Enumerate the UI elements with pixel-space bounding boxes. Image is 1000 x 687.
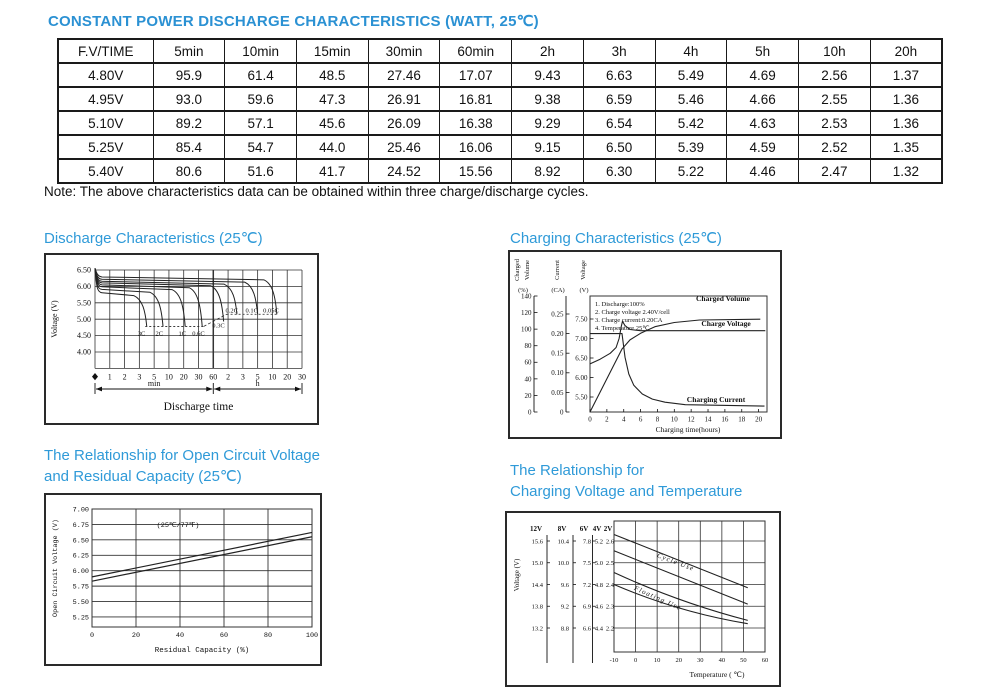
x-tick-label: 10 bbox=[653, 657, 661, 664]
temp-title-line2: Charging Voltage and Temperature bbox=[510, 483, 743, 500]
y-tick-label: 4.6 bbox=[594, 603, 603, 611]
x-tick-label: 60 bbox=[219, 632, 229, 640]
y-tick-label: 140 bbox=[521, 292, 532, 301]
value-cell: 1.36 bbox=[870, 111, 942, 135]
x-tick-label: 30 bbox=[194, 372, 203, 382]
unit-label: min bbox=[147, 379, 161, 388]
x-tick-label: 60 bbox=[761, 657, 769, 664]
ocv-line bbox=[92, 537, 312, 581]
y-tick-label: 6.00 bbox=[575, 373, 588, 382]
x-tick-label: 50 bbox=[740, 657, 747, 664]
band-label: Cycle Use bbox=[655, 551, 696, 573]
col-header: 3h bbox=[583, 39, 655, 63]
discharge-chart-title: Discharge Characteristics (25℃) bbox=[44, 230, 263, 247]
x-tick-label: 10 bbox=[670, 415, 678, 424]
scale-name: 2V bbox=[603, 525, 613, 533]
value-cell: 6.30 bbox=[583, 159, 655, 183]
value-cell: 24.52 bbox=[368, 159, 440, 183]
y-tick-label: 6.00 bbox=[77, 282, 91, 291]
band-label: Floating Use bbox=[632, 584, 683, 613]
charging-chart-title: Charging Characteristics (25℃) bbox=[510, 230, 722, 247]
value-cell: 15.56 bbox=[440, 159, 512, 183]
y-tick-label: 10.4 bbox=[557, 538, 569, 546]
scale-name: 8V bbox=[557, 525, 567, 533]
col-header: 5min bbox=[153, 39, 225, 63]
y-tick-label: 0.05 bbox=[551, 388, 564, 397]
x-tick-label: 2 bbox=[605, 415, 609, 424]
value-cell: 1.32 bbox=[870, 159, 942, 183]
value-cell: 1.37 bbox=[870, 63, 942, 87]
value-cell: 2.52 bbox=[798, 135, 870, 159]
y-tick-label: 0 bbox=[560, 408, 564, 417]
y-tick-label: 100 bbox=[521, 325, 532, 334]
curve-label: 0.6C bbox=[192, 330, 205, 338]
curve-label: 3C bbox=[137, 330, 146, 338]
x-tick-label: 40 bbox=[175, 632, 185, 640]
col-header: 60min bbox=[440, 39, 512, 63]
value-cell: 9.15 bbox=[512, 135, 584, 159]
value-cell: 59.6 bbox=[225, 87, 297, 111]
table-row bbox=[58, 135, 942, 159]
y-axis-title: Voltage (V) bbox=[513, 558, 521, 592]
scale-name: 4V bbox=[592, 525, 602, 533]
table-row bbox=[58, 63, 942, 87]
annotation: (25℃/77℉) bbox=[156, 522, 200, 530]
row-header: 4.95V bbox=[58, 87, 153, 111]
value-cell: 6.50 bbox=[583, 135, 655, 159]
value-cell: 41.7 bbox=[296, 159, 368, 183]
x-tick-label: 0 bbox=[89, 632, 95, 640]
axis-unit: (V) bbox=[579, 287, 589, 294]
y-tick-label: 15.6 bbox=[531, 538, 543, 546]
discharge-chart-box bbox=[44, 253, 319, 425]
curve-label: 0.1C bbox=[245, 307, 258, 315]
y-tick-label: 6.50 bbox=[575, 354, 588, 363]
y-tick-label: 40 bbox=[524, 375, 532, 384]
curve-label: Charge Voltage bbox=[701, 319, 751, 328]
x-tick-label: 10 bbox=[268, 372, 277, 382]
x-axis-title: Temperature ( ℃) bbox=[689, 670, 745, 679]
condition-note: 4. Temperature 25℃ bbox=[595, 325, 650, 332]
value-cell: 5.42 bbox=[655, 111, 727, 135]
y-tick-label: 20 bbox=[524, 391, 532, 400]
arrowhead bbox=[206, 387, 212, 392]
power-table-head bbox=[58, 39, 942, 63]
y-tick-label: 7.8 bbox=[582, 538, 591, 546]
x-tick-label: 100 bbox=[305, 632, 319, 640]
power-table-body bbox=[58, 63, 942, 183]
y-tick-label: 8.8 bbox=[560, 625, 569, 633]
curve-label: 0.2C bbox=[225, 307, 239, 315]
y-tick-label: 6.50 bbox=[77, 265, 91, 275]
y-tick-label: 14.4 bbox=[531, 581, 543, 589]
value-cell: 6.63 bbox=[583, 63, 655, 87]
x-tick-label: 3 bbox=[240, 372, 245, 382]
y-tick-label: 4.4 bbox=[594, 625, 603, 633]
value-cell: 4.59 bbox=[727, 135, 799, 159]
value-cell: 9.38 bbox=[512, 87, 584, 111]
value-cell: 8.92 bbox=[512, 159, 584, 183]
y-tick-label: 60 bbox=[524, 358, 532, 367]
arrowhead bbox=[214, 387, 220, 392]
x-tick-label: 14 bbox=[704, 415, 712, 424]
value-cell: 5.49 bbox=[655, 63, 727, 87]
x-tick-label: 5 bbox=[255, 372, 260, 382]
condition-note: 2. Charge voltage 2.40V/cell bbox=[595, 309, 670, 316]
x-tick-label: 20 bbox=[675, 657, 682, 664]
curve-label: 1C bbox=[178, 330, 187, 338]
y-tick-label: 6.50 bbox=[72, 537, 89, 546]
y-tick-label: 5.00 bbox=[77, 314, 91, 324]
x-tick-label: 18 bbox=[738, 415, 746, 424]
value-cell: 26.09 bbox=[368, 111, 440, 135]
y-tick-label: 6.00 bbox=[72, 568, 89, 577]
charging-chart bbox=[510, 252, 780, 437]
value-cell: 89.2 bbox=[153, 111, 225, 135]
axis-name: Current bbox=[554, 260, 561, 280]
axis-name: Charged bbox=[514, 259, 521, 281]
origin-marker bbox=[92, 373, 98, 380]
discharge-curve bbox=[95, 268, 237, 314]
row-header: 5.10V bbox=[58, 111, 153, 135]
table-note: Note: The above characteristics data can be obtained within three charge/discharge cycles. bbox=[44, 184, 589, 199]
charging-chart-box bbox=[508, 250, 782, 439]
corner-header: F.V/TIME bbox=[58, 39, 153, 63]
value-cell: 45.6 bbox=[296, 111, 368, 135]
y-tick-label: 7.2 bbox=[582, 581, 591, 589]
value-cell: 1.36 bbox=[870, 87, 942, 111]
x-tick-label: 20 bbox=[283, 372, 292, 382]
value-cell: 9.29 bbox=[512, 111, 584, 135]
value-cell: 2.56 bbox=[798, 63, 870, 87]
y-tick-label: 0.20 bbox=[551, 330, 564, 338]
value-cell: 2.55 bbox=[798, 87, 870, 111]
value-cell: 61.4 bbox=[225, 63, 297, 87]
ocv-title-line1: The Relationship for Open Circuit Voltage bbox=[44, 447, 320, 464]
value-cell: 80.6 bbox=[153, 159, 225, 183]
y-tick-label: 120 bbox=[521, 308, 532, 317]
y-tick-label: 15.0 bbox=[531, 560, 543, 568]
y-tick-label: 6.25 bbox=[72, 552, 89, 561]
value-cell: 93.0 bbox=[153, 87, 225, 111]
discharge-chart bbox=[46, 255, 317, 423]
value-cell: 4.63 bbox=[727, 111, 799, 135]
curve-label: 0.3C bbox=[212, 322, 225, 330]
y-tick-label: 0 bbox=[528, 408, 532, 417]
x-tick-label: 2 bbox=[122, 372, 127, 382]
condition-note: 3. Charge current:0.20CA bbox=[595, 317, 663, 324]
y-tick-label: 13.2 bbox=[531, 625, 543, 633]
x-tick-label: -10 bbox=[609, 657, 619, 664]
value-cell: 2.53 bbox=[798, 111, 870, 135]
col-header: 20h bbox=[870, 39, 942, 63]
condition-note: 1. Discharge:100% bbox=[595, 301, 645, 308]
ocv-title-line2: and Residual Capacity (25℃) bbox=[44, 468, 242, 485]
col-header: 4h bbox=[655, 39, 727, 63]
y-tick-label: 2.3 bbox=[605, 603, 614, 611]
axis-unit: (%) bbox=[518, 287, 528, 294]
unit-label: h bbox=[255, 379, 260, 388]
ocv-chart bbox=[46, 495, 320, 664]
value-cell: 4.69 bbox=[727, 63, 799, 87]
y-tick-label: 5.50 bbox=[72, 598, 89, 607]
value-cell: 54.7 bbox=[225, 135, 297, 159]
x-tick-label: 20 bbox=[755, 415, 763, 424]
curve-label: Charged Volume bbox=[696, 294, 750, 303]
page-title: CONSTANT POWER DISCHARGE CHARACTERISTICS (WATT, 25℃) bbox=[48, 13, 539, 30]
col-header: 30min bbox=[368, 39, 440, 63]
temp-chart-box bbox=[505, 511, 781, 687]
ocv-chart-title bbox=[44, 445, 320, 487]
y-tick-label: 9.2 bbox=[560, 603, 569, 611]
y-tick-label: 5.2 bbox=[594, 538, 603, 546]
y-tick-label: 9.6 bbox=[560, 581, 569, 589]
col-header: 5h bbox=[727, 39, 799, 63]
value-cell: 5.22 bbox=[655, 159, 727, 183]
y-tick-label: 6.9 bbox=[582, 603, 591, 611]
value-cell: 16.06 bbox=[440, 135, 512, 159]
plot-border bbox=[92, 509, 312, 627]
row-header: 5.40V bbox=[58, 159, 153, 183]
y-tick-label: 0.25 bbox=[551, 310, 564, 319]
value-cell: 9.43 bbox=[512, 63, 584, 87]
value-cell: 27.46 bbox=[368, 63, 440, 87]
row-header: 4.80V bbox=[58, 63, 153, 87]
y-axis-title: Open Circuit Voltage (V) bbox=[52, 519, 60, 617]
value-cell: 4.66 bbox=[727, 87, 799, 111]
discharge-curve bbox=[95, 268, 224, 321]
axis-name: Volume bbox=[524, 259, 531, 281]
value-cell: 5.46 bbox=[655, 87, 727, 111]
temp-title-line1: The Relationship for bbox=[510, 462, 645, 479]
value-cell: 47.3 bbox=[296, 87, 368, 111]
temp-chart-title bbox=[510, 460, 742, 502]
value-cell: 5.39 bbox=[655, 135, 727, 159]
x-tick-label: 80 bbox=[263, 632, 273, 640]
axis-unit: (CA) bbox=[551, 287, 565, 294]
arrowhead bbox=[96, 387, 102, 392]
curve-label: 2C bbox=[155, 330, 164, 338]
y-tick-label: 0.10 bbox=[551, 369, 564, 378]
value-cell: 17.07 bbox=[440, 63, 512, 87]
value-cell: 44.0 bbox=[296, 135, 368, 159]
x-tick-label: 4 bbox=[621, 415, 626, 424]
x-tick-label: 8 bbox=[655, 415, 660, 424]
value-cell: 6.54 bbox=[583, 111, 655, 135]
x-tick-label: 20 bbox=[131, 632, 141, 640]
x-tick-label: 5 bbox=[152, 372, 157, 382]
y-tick-label: 6.75 bbox=[72, 521, 89, 530]
temp-chart bbox=[507, 513, 779, 685]
y-tick-label: 2.4 bbox=[605, 581, 614, 589]
ocv-chart-box bbox=[44, 493, 322, 666]
value-cell: 48.5 bbox=[296, 63, 368, 87]
x-axis-title: Residual Capacity (%) bbox=[154, 647, 250, 655]
y-tick-label: 5.75 bbox=[72, 583, 89, 592]
y-tick-label: 2.6 bbox=[605, 538, 614, 546]
y-tick-label: 5.0 bbox=[594, 560, 603, 568]
x-tick-label: 1 bbox=[107, 372, 112, 382]
value-cell: 26.91 bbox=[368, 87, 440, 111]
x-tick-label: 30 bbox=[697, 657, 704, 664]
value-cell: 95.9 bbox=[153, 63, 225, 87]
x-tick-label: 6 bbox=[638, 415, 643, 424]
x-tick-label: 16 bbox=[721, 415, 729, 424]
y-tick-label: 4.00 bbox=[77, 347, 91, 357]
axis-name: Voltage bbox=[580, 260, 587, 280]
x-tick-label: 20 bbox=[179, 372, 188, 382]
y-tick-label: 5.50 bbox=[77, 298, 91, 308]
x-axis-title: Discharge time bbox=[163, 401, 234, 413]
col-header: 10h bbox=[798, 39, 870, 63]
row-header: 5.25V bbox=[58, 135, 153, 159]
table-row bbox=[58, 87, 942, 111]
value-cell: 85.4 bbox=[153, 135, 225, 159]
col-header: 2h bbox=[512, 39, 584, 63]
x-axis-title: Charging time(hours) bbox=[655, 425, 721, 434]
x-tick-label: 30 bbox=[298, 372, 306, 382]
value-cell: 4.46 bbox=[727, 159, 799, 183]
y-tick-label: 7.00 bbox=[575, 334, 588, 343]
scale-name: 6V bbox=[579, 525, 589, 533]
curve-label: Charging Current bbox=[686, 395, 746, 404]
x-tick-label: 3 bbox=[137, 372, 142, 382]
y-tick-label: 80 bbox=[524, 342, 532, 351]
y-tick-label: 7.5 bbox=[582, 560, 591, 568]
value-cell: 16.81 bbox=[440, 87, 512, 111]
y-tick-label: 7.50 bbox=[575, 315, 588, 324]
table-row bbox=[58, 159, 942, 183]
scale-name: 12V bbox=[529, 525, 543, 533]
y-tick-label: 4.8 bbox=[594, 581, 603, 589]
x-tick-label: 10 bbox=[164, 372, 173, 382]
curve-label: 0.05C bbox=[263, 307, 279, 315]
value-cell: 16.38 bbox=[440, 111, 512, 135]
power-table bbox=[57, 38, 943, 184]
value-cell: 51.6 bbox=[225, 159, 297, 183]
y-tick-label: 0.15 bbox=[551, 349, 564, 358]
value-cell: 6.59 bbox=[583, 87, 655, 111]
y-tick-label: 13.8 bbox=[531, 603, 543, 611]
y-tick-label: 5.50 bbox=[575, 393, 588, 402]
table-row bbox=[58, 111, 942, 135]
x-tick-label: 2 bbox=[226, 372, 231, 382]
value-cell: 2.47 bbox=[798, 159, 870, 183]
x-tick-label: 0 bbox=[588, 415, 592, 424]
value-cell: 1.35 bbox=[870, 135, 942, 159]
col-header: 15min bbox=[296, 39, 368, 63]
y-tick-label: 2.2 bbox=[605, 625, 614, 633]
y-tick-label: 2.5 bbox=[605, 560, 614, 568]
x-tick-label: 60 bbox=[209, 372, 218, 382]
x-tick-label: 12 bbox=[687, 415, 695, 424]
y-axis-title: Voltage (V) bbox=[50, 300, 59, 338]
arrowhead bbox=[295, 387, 301, 392]
x-tick-label: 40 bbox=[718, 657, 726, 664]
ocv-line bbox=[92, 532, 312, 576]
y-tick-label: 6.6 bbox=[582, 625, 591, 633]
value-cell: 57.1 bbox=[225, 111, 297, 135]
x-tick-label: 0 bbox=[633, 657, 638, 664]
y-tick-label: 7.00 bbox=[72, 506, 89, 515]
value-cell: 25.46 bbox=[368, 135, 440, 159]
y-tick-label: 10.0 bbox=[557, 560, 569, 568]
y-tick-label: 4.50 bbox=[77, 331, 91, 341]
y-tick-label: 5.25 bbox=[72, 614, 89, 623]
col-header: 10min bbox=[225, 39, 297, 63]
